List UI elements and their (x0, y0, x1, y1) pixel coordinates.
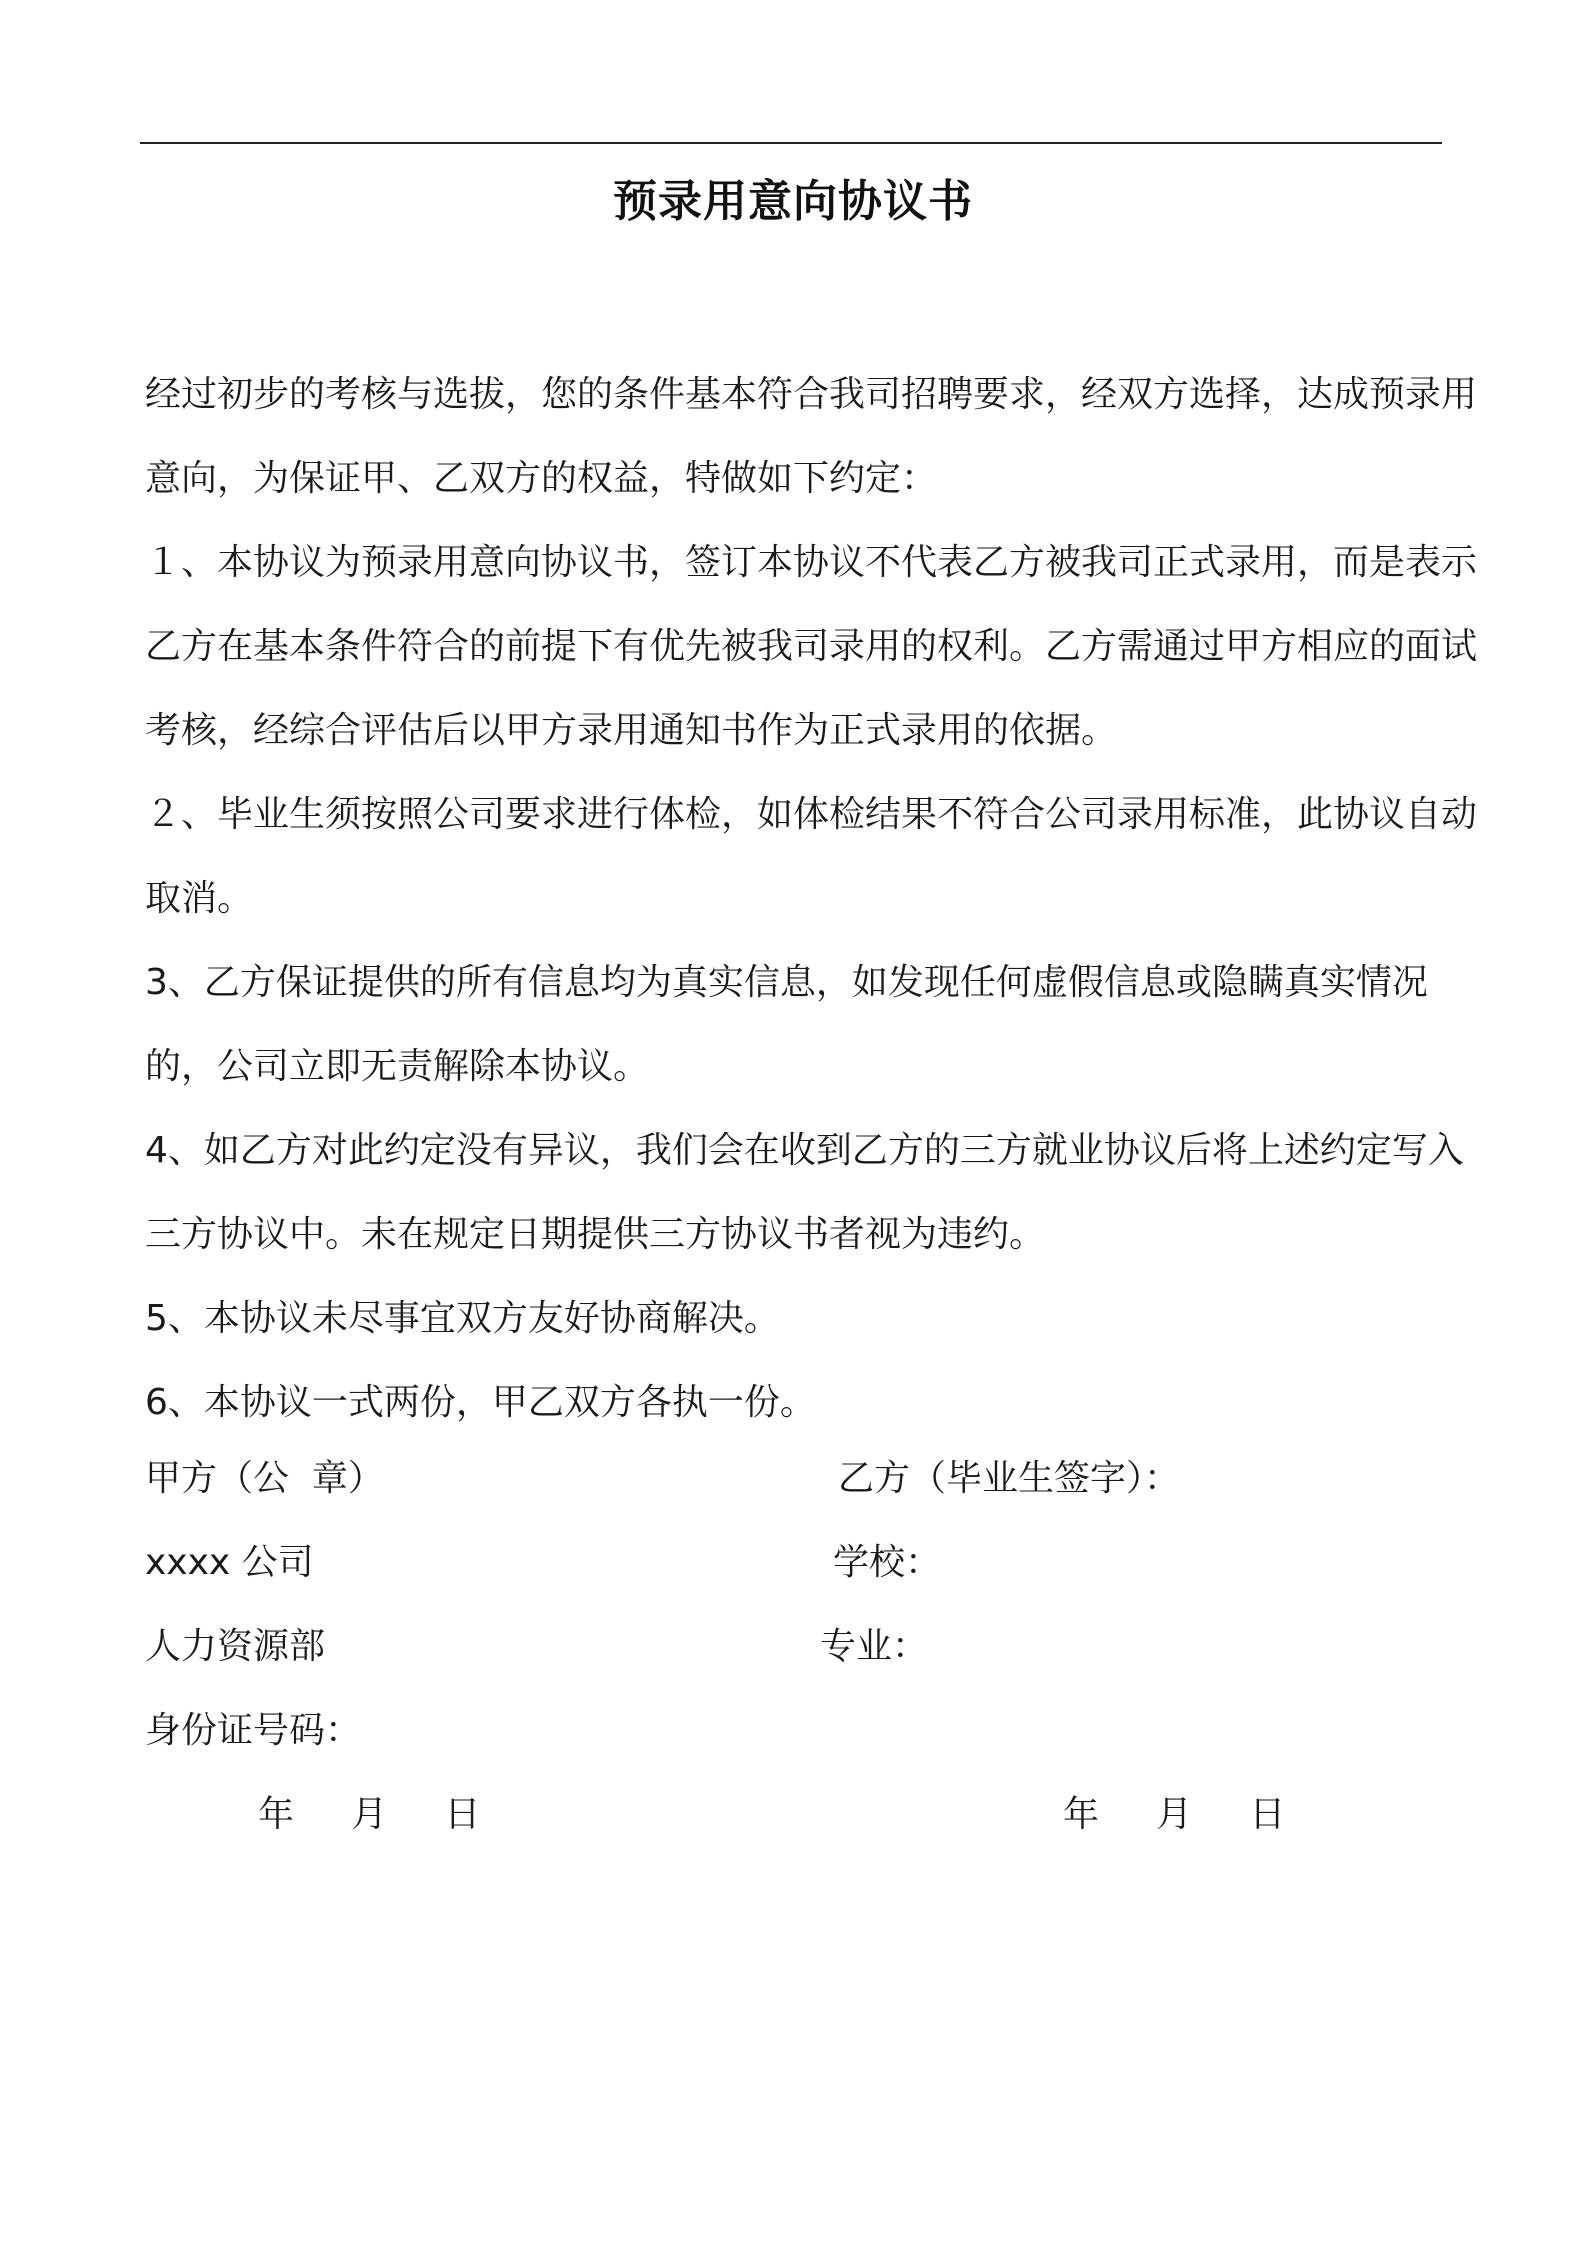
department-name: 人力资源部 (145, 1626, 326, 1667)
clause-6: 6、本协议一式两份，甲乙双方各执一份。 (145, 1382, 816, 1423)
clause-3: 3、乙方保证提供的所有信息均为真实信息，如发现任何虚假信息或隐瞒真实情况的，公司立即无责解除本协议。 (145, 962, 1428, 1087)
clause-4: 4、如乙方对此约定没有异议，我们会在收到乙方的三方就业协议后将上述约定写入三方协议中。未在规定日期提供三方协议书者视为违约。 (145, 1130, 1464, 1255)
clause-1: １、本协议为预录用意向协议书，签订本协议不代表乙方被我司正式录用，而是表示乙方在基本条件符合的前提下有优先被我司录用的权利。乙方需通过甲方相应的面试考核，经综合评估后以甲方录用通知书作为正式录用的依据。 (145, 542, 1478, 751)
clause-2: ２、毕业生须按照公司要求进行体检，如体检结果不符合公司录用标准，此协议自动取消。 (145, 794, 1478, 919)
header-rule (140, 142, 1442, 144)
id-number-label: 身份证号码： (145, 1710, 362, 1751)
party-a-date: 年 月 日 (258, 1794, 481, 1835)
major-label: 专业： (820, 1626, 929, 1667)
document-title: 预录用意向协议书 (613, 176, 973, 227)
school-label: 学校： (833, 1542, 942, 1583)
intro-paragraph: 经过初步的考核与选拔，您的条件基本符合我司招聘要求，经双方选择，达成预录用意向，为保证甲、乙双方的权益，特做如下约定： (145, 374, 1478, 499)
company-name: xxxx 公司 (145, 1542, 314, 1583)
agreement-body (145, 353, 1485, 1445)
clause-5: 5、本协议未尽事宜双方友好协商解决。 (145, 1298, 780, 1339)
party-b-date: 年 月 日 (1063, 1794, 1286, 1835)
party-a-label: 甲方（公 章） (145, 1458, 384, 1499)
party-b-label: 乙方（毕业生签字）： (838, 1458, 1181, 1499)
